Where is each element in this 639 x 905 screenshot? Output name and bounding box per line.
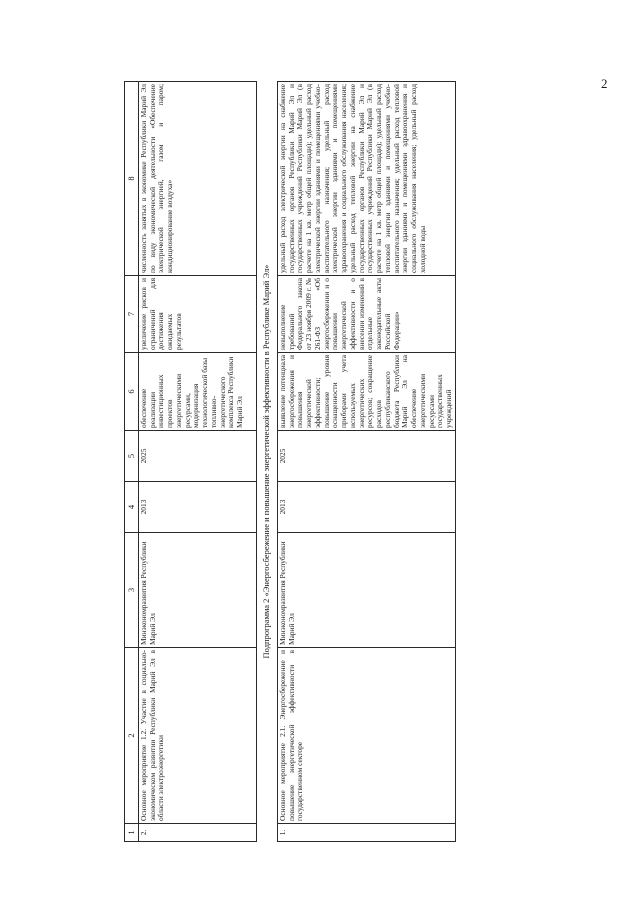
target-indicators: численность занятых в экономике Республики Марий Эл по виду экономической деятельности «Обеспечение электрической энергией, газом и паром; кондиционирование воздуха» <box>139 82 257 276</box>
col-num-4: 4 <box>125 482 139 533</box>
col-num-3: 3 <box>125 533 139 648</box>
col-num-5: 5 <box>125 431 139 482</box>
executor: Минэкономразвития Республики Марий Эл <box>139 533 257 648</box>
measure-name: Основное мероприятие 2.1. Энергосбережение и повышение энергетической эффективности в государственном секторе <box>278 648 456 824</box>
target-indicators: удельный расход электрической энергии на снабжение государственных органов Республики Марий Эл и государственных учреждений Республики Марий Эл (в расчете на 1 кв. метр общей площади); удельный расход электрической энергии зданиями и помещениями учебно-воспитательного назначения; удельный расход электрической энергии зданиями и помещениями здравоохранения и социального обслуживания населения; удельный расход тепловой энергии на снабжение государственных органов Республики Марий Эл и государственных учреждений Республики Марий Эл (в расчете на 1 кв. метр общей площади); удельный расход тепловой энергии зданиями и помещениями учебно-воспитательного назначения; удельный расход тепловой энергии зданиями и помещениями здравоохранения и социального обслуживания населения; удельный расход холодной воды <box>278 82 456 276</box>
executor: Минэкономразвития Республики Марий Эл <box>278 533 456 648</box>
start-year: 2013 <box>139 482 257 533</box>
non-implementation-consequences: невыполнение требований Федерального закона от 23 ноября 2009 г. № 261-ФЗ «Об энергосбережении и о повышении энергетической эффективности и о внесении изменений в отдельные законодательные акты Российской Федерации» <box>278 276 456 353</box>
subprogram-title: Подпрограмма 2 «Энергосбережение и повышение энергетической эффективности в Республике Марий Эл» <box>261 264 271 659</box>
non-implementation-consequences: увеличение рисков и ограничений для достижения ожидаемых результатов <box>139 276 257 353</box>
table-row <box>278 82 456 842</box>
row-number: 2. <box>139 824 257 842</box>
col-num-8: 8 <box>125 82 139 276</box>
col-num-2: 2 <box>125 648 139 824</box>
program-table-rotated <box>124 82 544 842</box>
end-year: 2025 <box>278 431 456 482</box>
start-year: 2013 <box>278 482 456 533</box>
col-num-1: 1 <box>125 824 139 842</box>
measure-name: Основное мероприятие 1.2. Участие в социально-экономическом развитии Республики Марий Эл в области электроэнергетики <box>139 648 257 824</box>
table-row <box>139 82 257 842</box>
row-number: 1. <box>278 824 456 842</box>
subprogram-row <box>257 82 278 842</box>
page-number: 2 <box>601 76 608 91</box>
column-number-row <box>125 82 139 842</box>
col-num-6: 6 <box>125 353 139 431</box>
end-year: 2025 <box>139 431 257 482</box>
expected-result: выявление потенциала энергосбережения и повышения энергетической эффективности; повышение уровня оснащенности приборами учета используемых энергетических ресурсов; сокращение расходов республиканского бюджета Республики Марий Эл на обеспечение энергетическими ресурсами государственных учреждений <box>278 353 456 431</box>
expected-result: обеспечение реализации инвестиционных проектов энергетическими ресурсами, модернизация технологической базы топливно-энергетического комплекса Республики Марий Эл <box>139 353 257 431</box>
program-table <box>124 81 456 842</box>
col-num-7: 7 <box>125 276 139 353</box>
